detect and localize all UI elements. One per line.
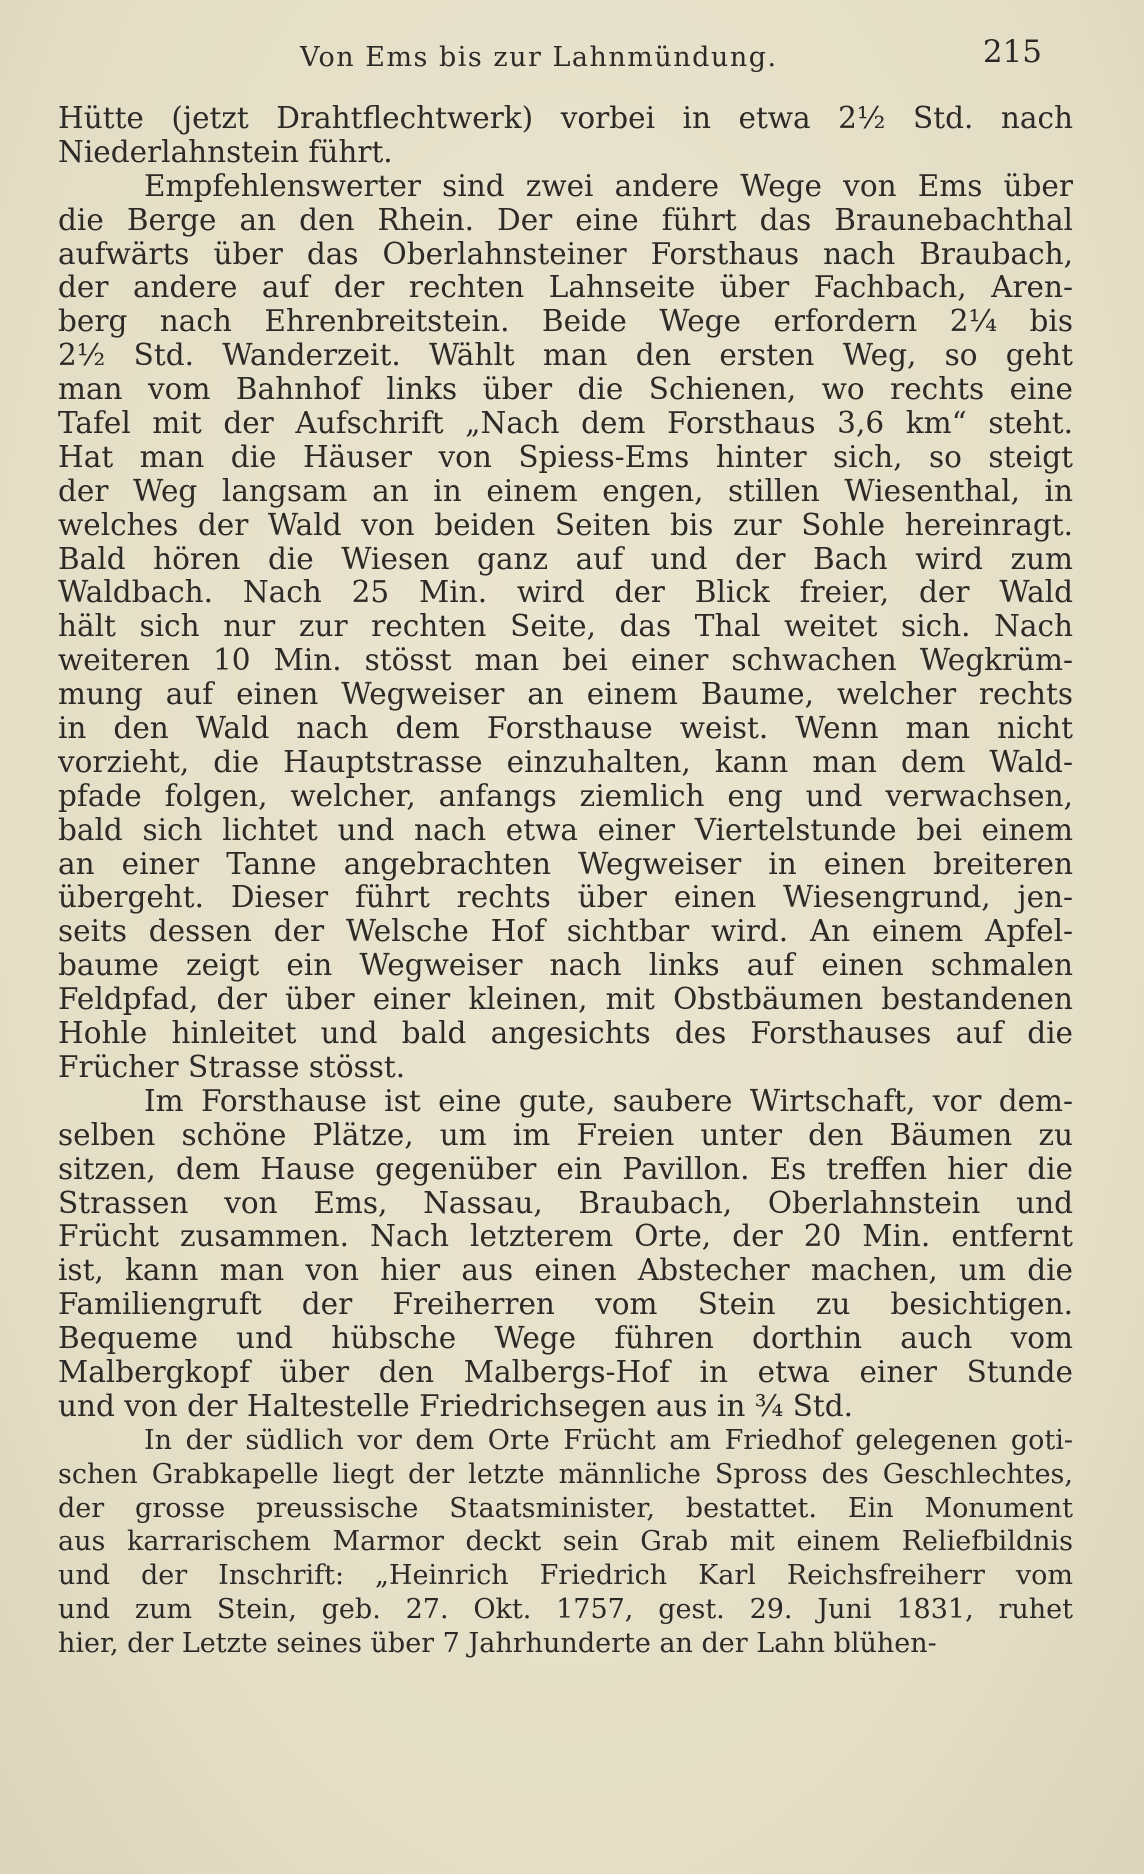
text-line: an einer Tanne angebrachten Wegweiser in einen breiteren	[58, 847, 1073, 881]
running-head-title: Von Ems bis zur Lahnmündung.	[300, 42, 778, 73]
text-line: Bequeme und hübsche Wege führen dorthin auch vom	[58, 1322, 1073, 1356]
text-line: Hütte (jetzt Drahtflechtwerk) vorbei in etwa 2½ Std. nach	[58, 102, 1073, 135]
text-line: hier, der Letzte seines über 7 Jahrhunderte an der Lahn blühen-	[58, 1628, 937, 1660]
page-number: 215	[982, 34, 1042, 70]
text-line: in den Wald nach dem Forsthause weist. Wenn man nicht	[58, 712, 1073, 746]
text-line: aufwärts über das Oberlahnsteiner Forsthaus nach Braubach,	[58, 237, 1073, 271]
text-line: selben schöne Plätze, um im Freien unter den Bäumen zu	[58, 1118, 1073, 1152]
text-line: seits dessen der Welsche Hof sichtbar wird. An einem Apfel-	[58, 915, 1073, 949]
text-line: Bald hören die Wiesen ganz auf und der Bach wird zum	[58, 542, 1073, 576]
text-line: weiteren 10 Min. stösst man bei einer schwachen Wegkrüm-	[58, 644, 1073, 678]
text-line: und von der Haltestelle Friedrichsegen aus in ¾ Std.	[58, 1389, 854, 1423]
text-line: Feldpfad, der über einer kleinen, mit Obstbäumen bestandenen	[58, 983, 1073, 1017]
text-line: Frücher Strasse stösst.	[58, 1050, 406, 1084]
text-line: und der Inschrift: „Heinrich Friedrich Karl Reichsfreiherr vom	[58, 1560, 1073, 1592]
paragraph	[58, 1085, 1073, 1424]
text-line: übergeht. Dieser führt rechts über einen Wiesengrund, jen-	[58, 881, 1073, 915]
text-line: ist, kann man von hier aus einen Abstecher machen, um die	[58, 1254, 1073, 1288]
text-line: vorzieht, die Hauptstrasse einzuhalten, kann man dem Wald-	[58, 745, 1073, 779]
text-line: Empfehlenswerter sind zwei andere Wege von Ems über	[144, 169, 1073, 203]
text-line: In der südlich vor dem Orte Frücht am Friedhof gelegenen goti-	[144, 1424, 1073, 1456]
text-line: schen Grabkapelle liegt der letzte männliche Spross des Geschlechtes,	[58, 1458, 1073, 1490]
text-line: Familiengruft der Freiherren vom Stein zu besichtigen.	[58, 1288, 1073, 1322]
text-line: der andere auf der rechten Lahnseite über Fachbach, Aren-	[58, 271, 1073, 305]
text-line: man vom Bahnhof links über die Schienen, wo rechts eine	[58, 373, 1073, 407]
text-line: Waldbach. Nach 25 Min. wird der Blick freier, der Wald	[58, 576, 1073, 610]
text-line: der Weg langsam an in einem engen, stillen Wiesenthal, in	[58, 474, 1073, 508]
text-line: Hat man die Häuser von Spiess-Ems hinter sich, so steigt	[58, 440, 1073, 474]
text-line: Niederlahnstein führt.	[58, 135, 393, 169]
paragraph	[58, 102, 1073, 170]
text-line: pfade folgen, welcher, anfangs ziemlich eng und verwachsen,	[58, 779, 1073, 813]
text-line: 2½ Std. Wanderzeit. Wählt man den ersten Weg, so geht	[58, 339, 1073, 373]
paragraph	[58, 170, 1073, 1085]
text-line: hält sich nur zur rechten Seite, das Thal weitet sich. Nach	[58, 610, 1073, 644]
text-line: der grosse preussische Staatsminister, bestattet. Ein Monument	[58, 1492, 1073, 1524]
text-line: Malbergkopf über den Malbergs-Hof in etwa einer Stunde	[58, 1355, 1073, 1389]
text-line: sitzen, dem Hause gegenüber ein Pavillon. Es treffen hier die	[58, 1152, 1073, 1186]
running-head	[70, 34, 1050, 84]
text-line: die Berge an den Rhein. Der eine führt das Braunebachthal	[58, 203, 1073, 237]
text-line: bald sich lichtet und nach etwa einer Viertelstunde bei einem	[58, 813, 1073, 847]
text-line: mung auf einen Wegweiser an einem Baume, welcher rechts	[58, 678, 1073, 712]
text-line: baume zeigt ein Wegweiser nach links auf einen schmalen	[58, 949, 1073, 983]
text-line: berg nach Ehrenbreitstein. Beide Wege erfordern 2¼ bis	[58, 305, 1073, 339]
text-line: Tafel mit der Aufschrift „Nach dem Forsthaus 3,6 km“ steht.	[58, 407, 1073, 441]
text-line: welches der Wald von beiden Seiten bis zur Sohle hereinragt.	[58, 508, 1073, 542]
text-line: Strassen von Ems, Nassau, Braubach, Oberlahnstein und	[58, 1186, 1073, 1220]
text-line: Frücht zusammen. Nach letzterem Orte, der 20 Min. entfernt	[58, 1220, 1073, 1254]
text-line: Hohle hinleitet und bald angesichts des Forsthauses auf die	[58, 1017, 1073, 1051]
text-line: aus karrarischem Marmor deckt sein Grab mit einem Reliefbildnis	[58, 1526, 1073, 1558]
text-body	[58, 102, 1073, 1661]
text-line: und zum Stein, geb. 27. Okt. 1757, gest. 29. Juni 1831, ruhet	[58, 1594, 1073, 1626]
text-line: Im Forsthause ist eine gute, saubere Wirtschaft, vor dem-	[144, 1084, 1073, 1118]
paragraph	[58, 1424, 1073, 1661]
